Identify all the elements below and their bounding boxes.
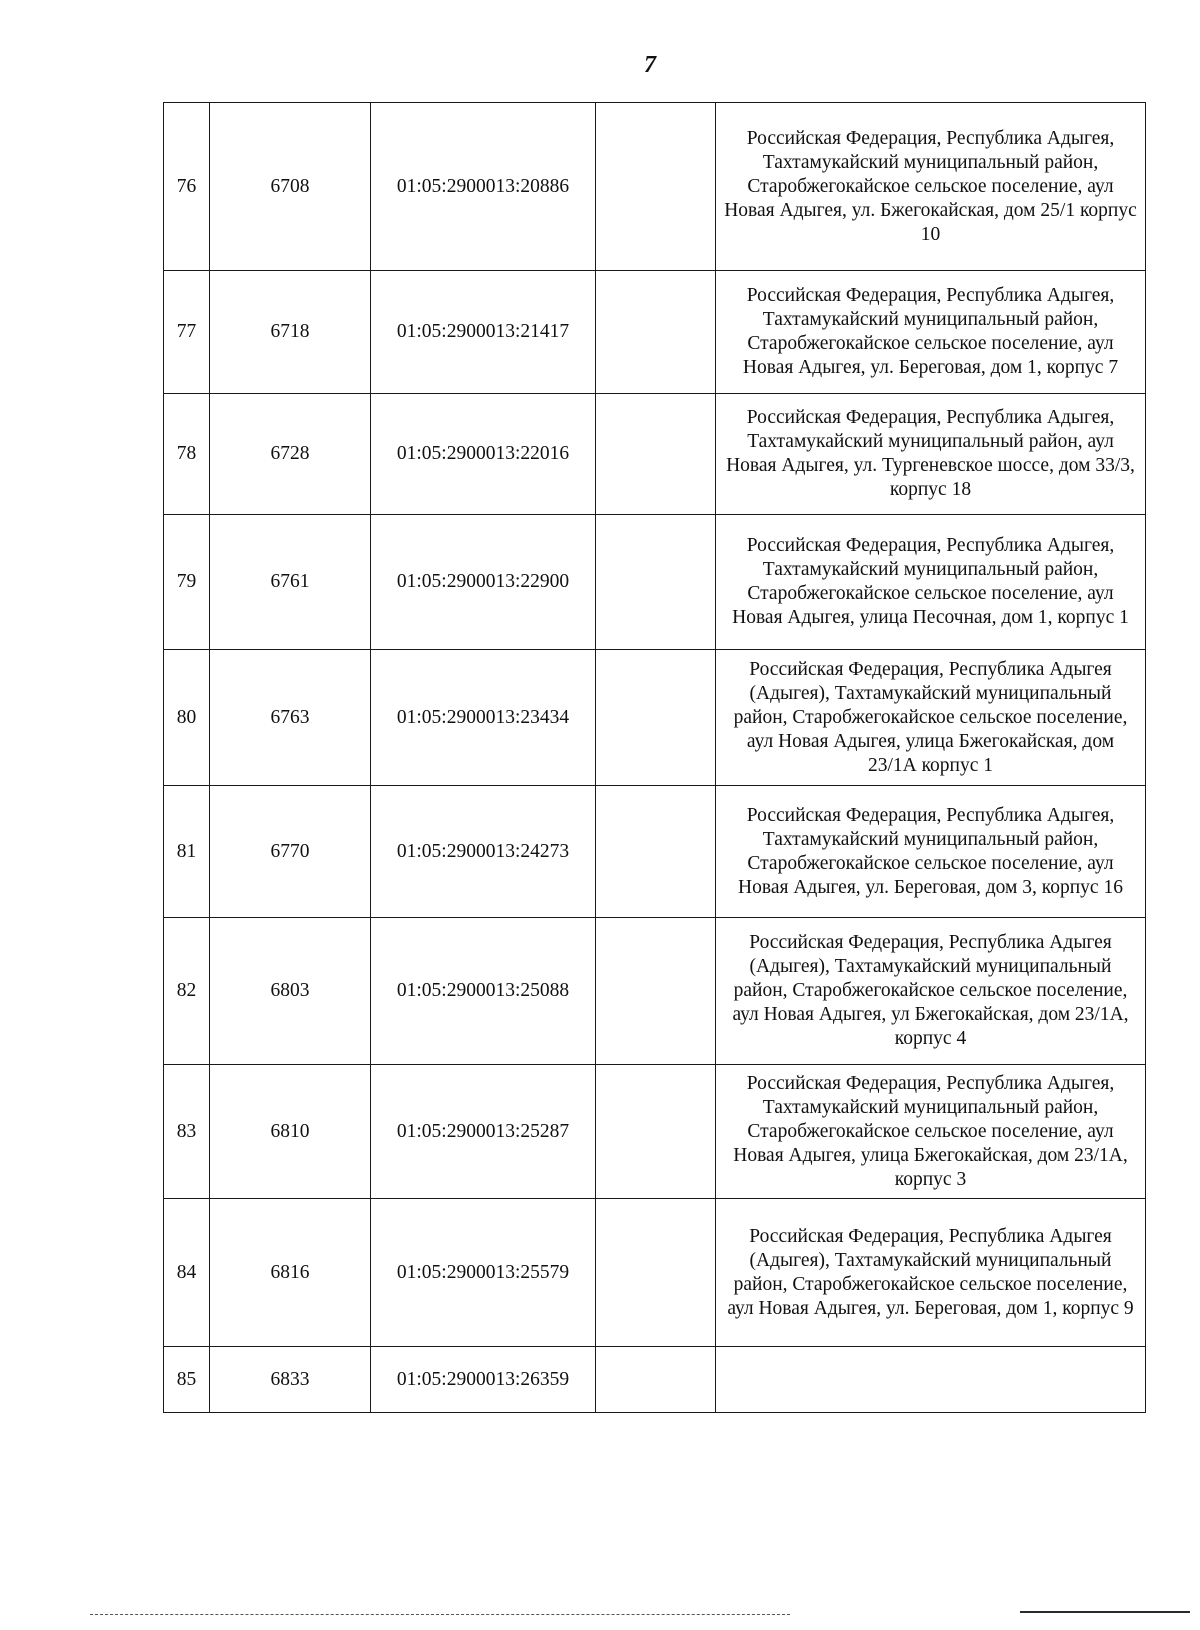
cadastral-number-cell: 01:05:2900013:22016 xyxy=(371,394,596,515)
empty-cell xyxy=(596,271,716,394)
registry-number-cell: 6803 xyxy=(210,918,371,1065)
table-row xyxy=(164,394,1146,515)
cadastral-number-cell: 01:05:2900013:20886 xyxy=(371,103,596,271)
empty-cell xyxy=(596,786,716,918)
cadastral-number-cell: 01:05:2900013:26359 xyxy=(371,1347,596,1413)
table-row xyxy=(164,515,1146,650)
scan-artifact-dots xyxy=(90,1614,790,1615)
row-number-cell: 79 xyxy=(164,515,210,650)
registry-number-cell: 6810 xyxy=(210,1065,371,1199)
table-row xyxy=(164,1199,1146,1347)
empty-cell xyxy=(596,918,716,1065)
row-number-cell: 76 xyxy=(164,103,210,271)
empty-cell xyxy=(596,1065,716,1199)
registry-table xyxy=(163,102,1146,1413)
address-cell: Российская Федерация, Республика Адыгея (Адыгея), Тахтамукайский муниципальный район, Старобжегокайское сельское поселение, аул Новая Адыгея, ул. Береговая, дом 1, корпус 9 xyxy=(716,1199,1146,1347)
empty-cell xyxy=(596,394,716,515)
row-number-cell: 80 xyxy=(164,650,210,786)
address-cell: Российская Федерация, Республика Адыгея (Адыгея), Тахтамукайский муниципальный район, Старобжегокайское сельское поселение, аул Новая Адыгея, ул Бжегокайская, дом 23/1А, корпус 4 xyxy=(716,918,1146,1065)
table-row xyxy=(164,1347,1146,1413)
registry-number-cell: 6718 xyxy=(210,271,371,394)
table-row xyxy=(164,918,1146,1065)
cadastral-number-cell: 01:05:2900013:25579 xyxy=(371,1199,596,1347)
address-cell: Российская Федерация, Республика Адыгея, Тахтамукайский муниципальный район, Старобжегокайское сельское поселение, аул Новая Адыгея, ул. Бжегокайская, дом 25/1 корпус 10 xyxy=(716,103,1146,271)
registry-number-cell: 6770 xyxy=(210,786,371,918)
cadastral-number-cell: 01:05:2900013:23434 xyxy=(371,650,596,786)
row-number-cell: 83 xyxy=(164,1065,210,1199)
table-row xyxy=(164,103,1146,271)
address-cell xyxy=(716,1347,1146,1413)
table-row xyxy=(164,271,1146,394)
cadastral-number-cell: 01:05:2900013:22900 xyxy=(371,515,596,650)
row-number-cell: 78 xyxy=(164,394,210,515)
scan-artifact-line xyxy=(1020,1611,1190,1613)
registry-number-cell: 6708 xyxy=(210,103,371,271)
registry-number-cell: 6833 xyxy=(210,1347,371,1413)
registry-number-cell: 6761 xyxy=(210,515,371,650)
row-number-cell: 77 xyxy=(164,271,210,394)
cadastral-number-cell: 01:05:2900013:25287 xyxy=(371,1065,596,1199)
empty-cell xyxy=(596,1347,716,1413)
address-cell: Российская Федерация, Республика Адыгея (Адыгея), Тахтамукайский муниципальный район, Старобжегокайское сельское поселение, аул Новая Адыгея, улица Бжегокайская, дом 23/1А корпус 1 xyxy=(716,650,1146,786)
address-cell: Российская Федерация, Республика Адыгея, Тахтамукайский муниципальный район, Старобжегокайское сельское поселение, аул Новая Адыгея, ул. Береговая, дом 3, корпус 16 xyxy=(716,786,1146,918)
page-number: 7 xyxy=(644,52,656,78)
row-number-cell: 82 xyxy=(164,918,210,1065)
registry-number-cell: 6728 xyxy=(210,394,371,515)
registry-number-cell: 6763 xyxy=(210,650,371,786)
row-number-cell: 84 xyxy=(164,1199,210,1347)
cadastral-number-cell: 01:05:2900013:21417 xyxy=(371,271,596,394)
cadastral-number-cell: 01:05:2900013:25088 xyxy=(371,918,596,1065)
table-row xyxy=(164,650,1146,786)
cadastral-number-cell: 01:05:2900013:24273 xyxy=(371,786,596,918)
address-cell: Российская Федерация, Республика Адыгея, Тахтамукайский муниципальный район, Старобжегокайское сельское поселение, аул Новая Адыгея, улица Песочная, дом 1, корпус 1 xyxy=(716,515,1146,650)
empty-cell xyxy=(596,1199,716,1347)
row-number-cell: 81 xyxy=(164,786,210,918)
empty-cell xyxy=(596,515,716,650)
table-row xyxy=(164,1065,1146,1199)
empty-cell xyxy=(596,650,716,786)
row-number-cell: 85 xyxy=(164,1347,210,1413)
address-cell: Российская Федерация, Республика Адыгея, Тахтамукайский муниципальный район, Старобжегокайское сельское поселение, аул Новая Адыгея, ул. Береговая, дом 1, корпус 7 xyxy=(716,271,1146,394)
registry-number-cell: 6816 xyxy=(210,1199,371,1347)
address-cell: Российская Федерация, Республика Адыгея, Тахтамукайский муниципальный район, Старобжегокайское сельское поселение, аул Новая Адыгея, улица Бжегокайская, дом 23/1А, корпус 3 xyxy=(716,1065,1146,1199)
table-row xyxy=(164,786,1146,918)
address-cell: Российская Федерация, Республика Адыгея, Тахтамукайский муниципальный район, аул Новая Адыгея, ул. Тургеневское шоссе, дом 33/3, корпус 18 xyxy=(716,394,1146,515)
empty-cell xyxy=(596,103,716,271)
